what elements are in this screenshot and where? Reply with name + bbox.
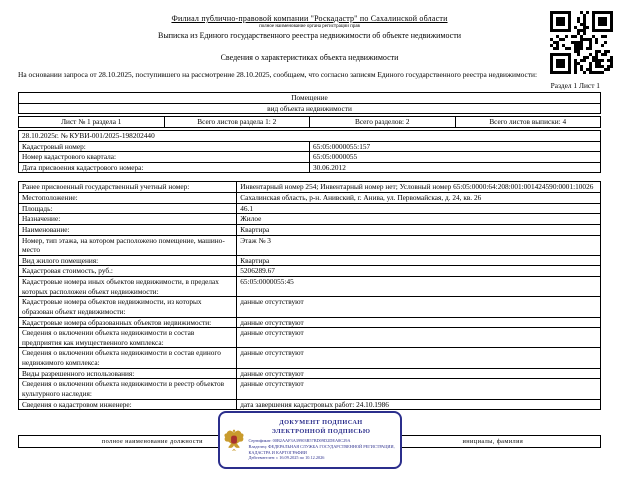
row-value: 65:05:0000055:45 (237, 277, 601, 297)
object-type-table (18, 92, 601, 114)
section-sheet-ref: Раздел 1 Лист 1 (550, 81, 600, 90)
table-row (19, 182, 601, 193)
signature-area (18, 419, 601, 461)
table-row (19, 235, 601, 255)
row-value: данные отсутствуют (237, 379, 601, 399)
row-value: данные отсутствуют (237, 348, 601, 368)
table-row (19, 255, 601, 266)
stamp-title-line1: ДОКУМЕНТ ПОДПИСАН (279, 419, 363, 427)
row-value: данные отсутствуют (237, 317, 601, 328)
table-row (19, 93, 601, 104)
sheet-info-cell: Всего разделов: 2 (310, 117, 456, 128)
section-title: Сведения о характеристиках объекта недвижимости (220, 53, 399, 62)
row-label: Кадастровый номер: (19, 141, 310, 152)
row-value: 46.1 (237, 203, 601, 214)
table-row (19, 399, 601, 410)
table-row (19, 130, 601, 141)
table-row (19, 328, 601, 348)
row-value: данные отсутствуют (237, 297, 601, 317)
table-row (19, 277, 601, 297)
table-row (19, 103, 601, 114)
table-row (19, 348, 601, 368)
sheet-info-cell: Всего листов выписки: 4 (455, 117, 601, 128)
signature-position-caption: полное наименование должности (19, 436, 287, 448)
row-label: Кадастровые номера объектов недвижимости, из которых образован объект недвижимости: (19, 297, 237, 317)
table-row (19, 368, 601, 379)
row-value: 65:05:0000055 (310, 152, 601, 163)
sheet-info-cell: Лист № 1 раздела 1 (19, 117, 165, 128)
stamp-certificate: Сертификат: 00B2AAF3A39903B57BD09D2DEA8C29A (248, 438, 351, 444)
row-value: Инвентарный номер 254; Инвентарный номер нет; Условный номер 65:05:0000:64:208:001:001424590:0001:10026 (237, 182, 601, 193)
table-row (19, 152, 601, 163)
row-value: 5206289.67 (237, 266, 601, 277)
table-row (19, 379, 601, 399)
row-label: Площадь: (19, 203, 237, 214)
org-title: Филиал публично-правовой компании "Роскадастр" по Сахалинской области (171, 14, 448, 23)
row-label: Вид жилого помещения: (19, 255, 237, 266)
row-value: Этаж № 3 (237, 235, 601, 255)
table-row (19, 162, 601, 173)
cadastral-header-table (18, 130, 601, 174)
row-label: Ранее присвоенный государственный учетный номер: (19, 182, 237, 193)
row-label: Номер, тип этажа, на котором расположено помещение, машино-место (19, 235, 237, 255)
request-number: 28.10.2025г. № КУВИ-001/2025-198202440 (19, 130, 601, 141)
row-label: Номер кадастрового квартала: (19, 152, 310, 163)
digital-signature-stamp (218, 411, 402, 469)
row-value: 65:05:0000055:157 (310, 141, 601, 152)
row-value: Сахалинская область, р-н. Анивский, г. Анива, ул. Первомайская, д. 24, кв. 26 (237, 193, 601, 204)
row-label: Виды разрешенного использования: (19, 368, 237, 379)
sheet-info-cell: Всего листов раздела 1: 2 (164, 117, 310, 128)
table-row (19, 117, 601, 128)
signature-name-caption: инициалы, фамилия (385, 436, 600, 448)
row-label: Сведения о включении объекта недвижимости в состав предприятия как имущественного комплекса: (19, 328, 237, 348)
row-label: Кадастровые номера образованных объектов недвижимости: (19, 317, 237, 328)
row-value: 30.06.2012 (310, 162, 601, 173)
table-row (19, 193, 601, 204)
row-value: Квартира (237, 224, 601, 235)
basis-line: На основании запроса от 28.10.2025, поступившего на рассмотрение 28.10.2025, сообщаем, что согласно записям Единого государственного реестра недвижимости: (18, 70, 538, 79)
object-type-value: Помещение (19, 93, 601, 104)
table-row (19, 317, 601, 328)
document-header (18, 14, 601, 90)
row-label: Сведения о включении объекта недвижимости в состав единого недвижимого комплекса: (19, 348, 237, 368)
table-row (19, 214, 601, 225)
characteristics-table (18, 181, 601, 410)
row-label: Дата присвоения кадастрового номера: (19, 162, 310, 173)
row-label: Сведения о кадастровом инженере: (19, 399, 237, 410)
table-row (19, 224, 601, 235)
row-value: дата завершения кадастровых работ: 24.10.1986 (237, 399, 601, 410)
row-label: Сведения о включении объекта недвижимости в реестр объектов культурного наследия: (19, 379, 237, 399)
row-label: Кадастровая стоимость, руб.: (19, 266, 237, 277)
row-label: Назначение: (19, 214, 237, 225)
table-row (19, 297, 601, 317)
table-row (19, 141, 601, 152)
row-label: Наименование: (19, 224, 237, 235)
sheet-info-table (18, 116, 601, 128)
row-label: Кадастровые номера иных объектов недвижимости, в пределах которых расположен объект недвижимости: (19, 277, 237, 297)
row-value: Жилое (237, 214, 601, 225)
stamp-text (247, 419, 396, 460)
stamp-owner: Владелец: ФЕДЕРАЛЬНАЯ СЛУЖБА ГОСУДАРСТВЕННОЙ РЕГИСТРАЦИИ, КАДАСТРА И КАРТОГРАФИИ (248, 444, 395, 455)
coat-of-arms-icon (223, 428, 245, 452)
row-value: данные отсутствуют (237, 368, 601, 379)
row-value: Квартира (237, 255, 601, 266)
stamp-validity: Действителен: с 16.09.2025 по 10.12.2026 (248, 455, 325, 461)
table-row (19, 203, 601, 214)
row-label: Местоположение: (19, 193, 237, 204)
table-row (19, 266, 601, 277)
qr-code (550, 11, 613, 74)
object-type-caption: вид объекта недвижимости (19, 103, 601, 114)
qr-code-icon (550, 11, 613, 74)
document-title: Выписка из Единого государственного реестра недвижимости об объекте недвижимости (158, 31, 461, 40)
org-caption: полное наименование органа регистрации прав (259, 24, 360, 29)
row-value: данные отсутствуют (237, 328, 601, 348)
stamp-title-line2: ЭЛЕКТРОННОЙ ПОДПИСЬЮ (271, 427, 371, 435)
